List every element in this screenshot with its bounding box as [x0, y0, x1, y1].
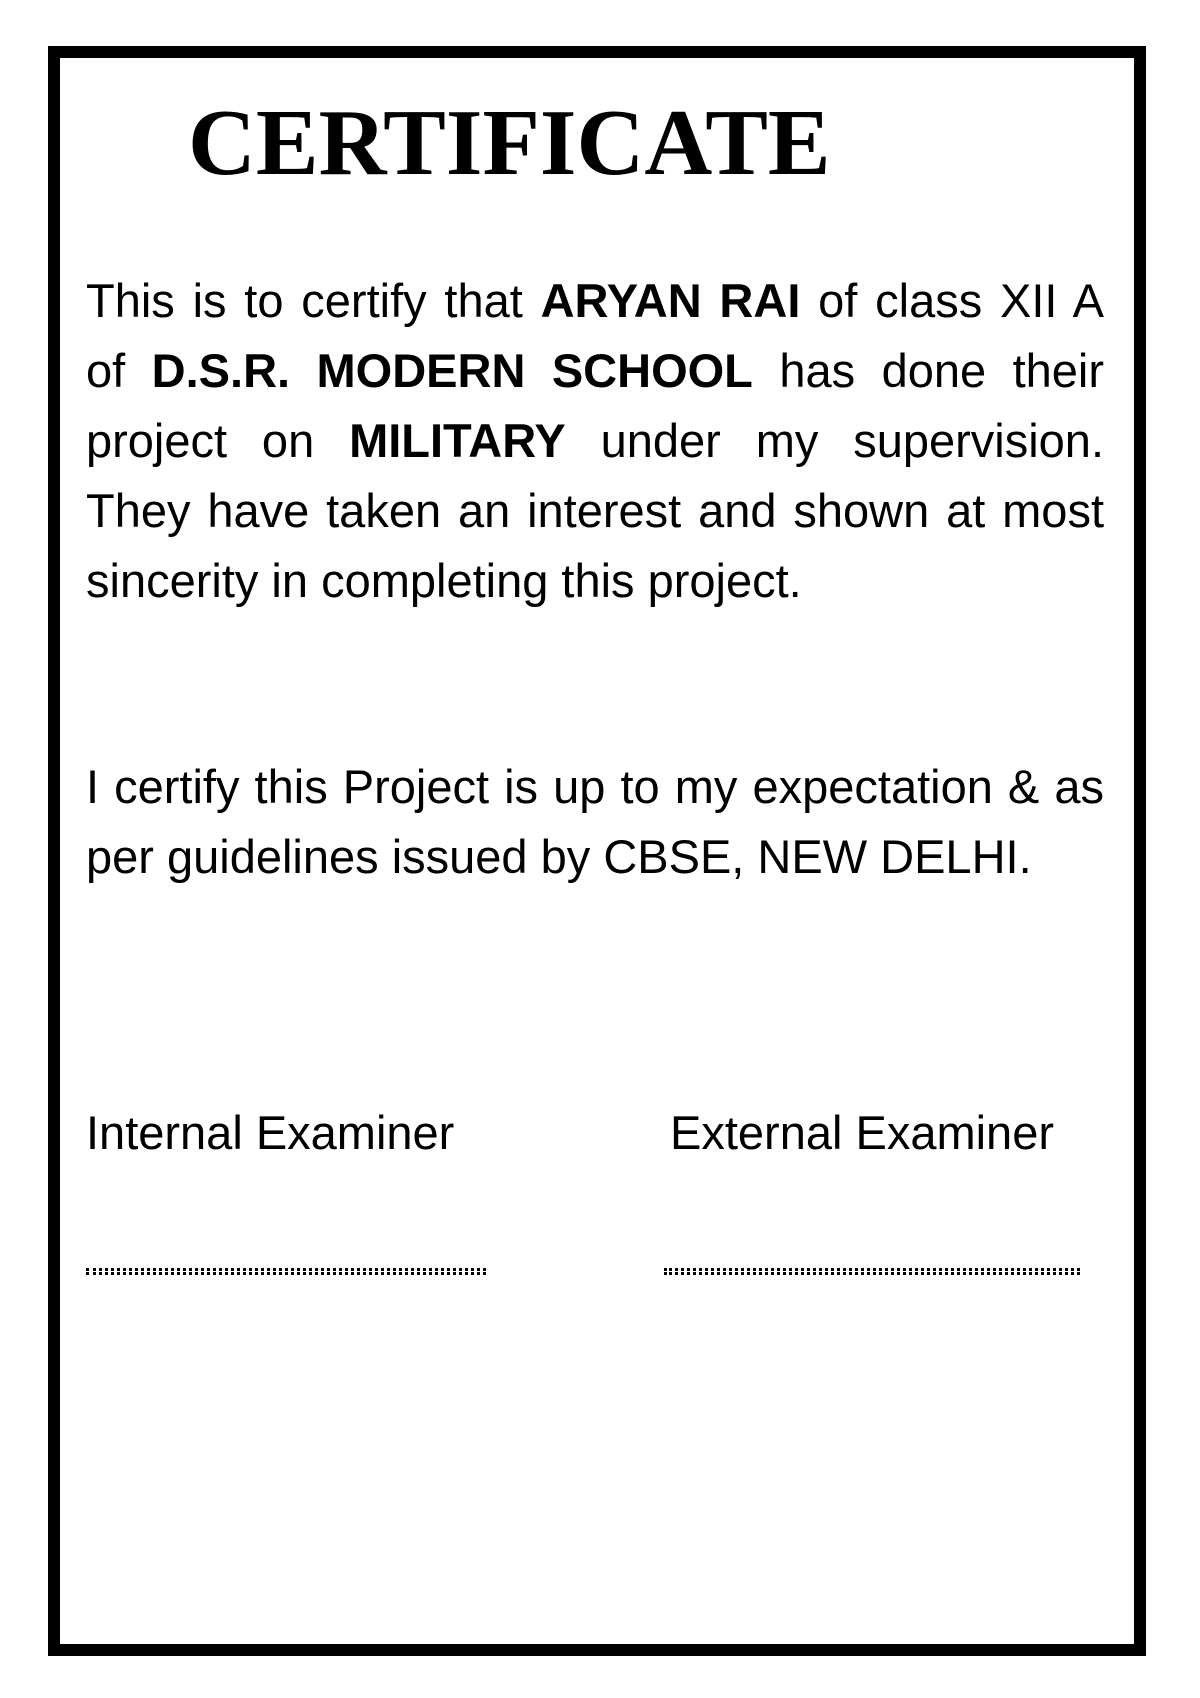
external-examiner-label: External Examiner: [670, 1106, 1054, 1159]
internal-signature-line: [86, 1268, 486, 1275]
project-subject: MILITARY: [349, 414, 566, 467]
internal-examiner-label: Internal Examiner: [86, 1106, 455, 1159]
paragraph1-text-2: of class XII A of: [86, 274, 1104, 397]
certification-paragraph: [86, 266, 1104, 616]
school-name: D.S.R. MODERN SCHOOL: [151, 344, 753, 397]
guidelines-paragraph: I certify this Project is up to my expectation & as per guidelines issued by CBSE, NEW DELHI.: [86, 760, 1104, 883]
paragraph1-text-1: This is to certify that: [86, 274, 541, 327]
certificate-title: CERTIFICATE: [188, 91, 831, 195]
student-name: ARYAN RAI: [540, 274, 801, 327]
paragraph1-text-4: under my supervision. They have taken an interest and shown at most sincerity in completing this project.: [86, 414, 1104, 607]
external-signature-line: [664, 1268, 1080, 1275]
paragraph1-text-3: has done their project on: [86, 344, 1105, 467]
